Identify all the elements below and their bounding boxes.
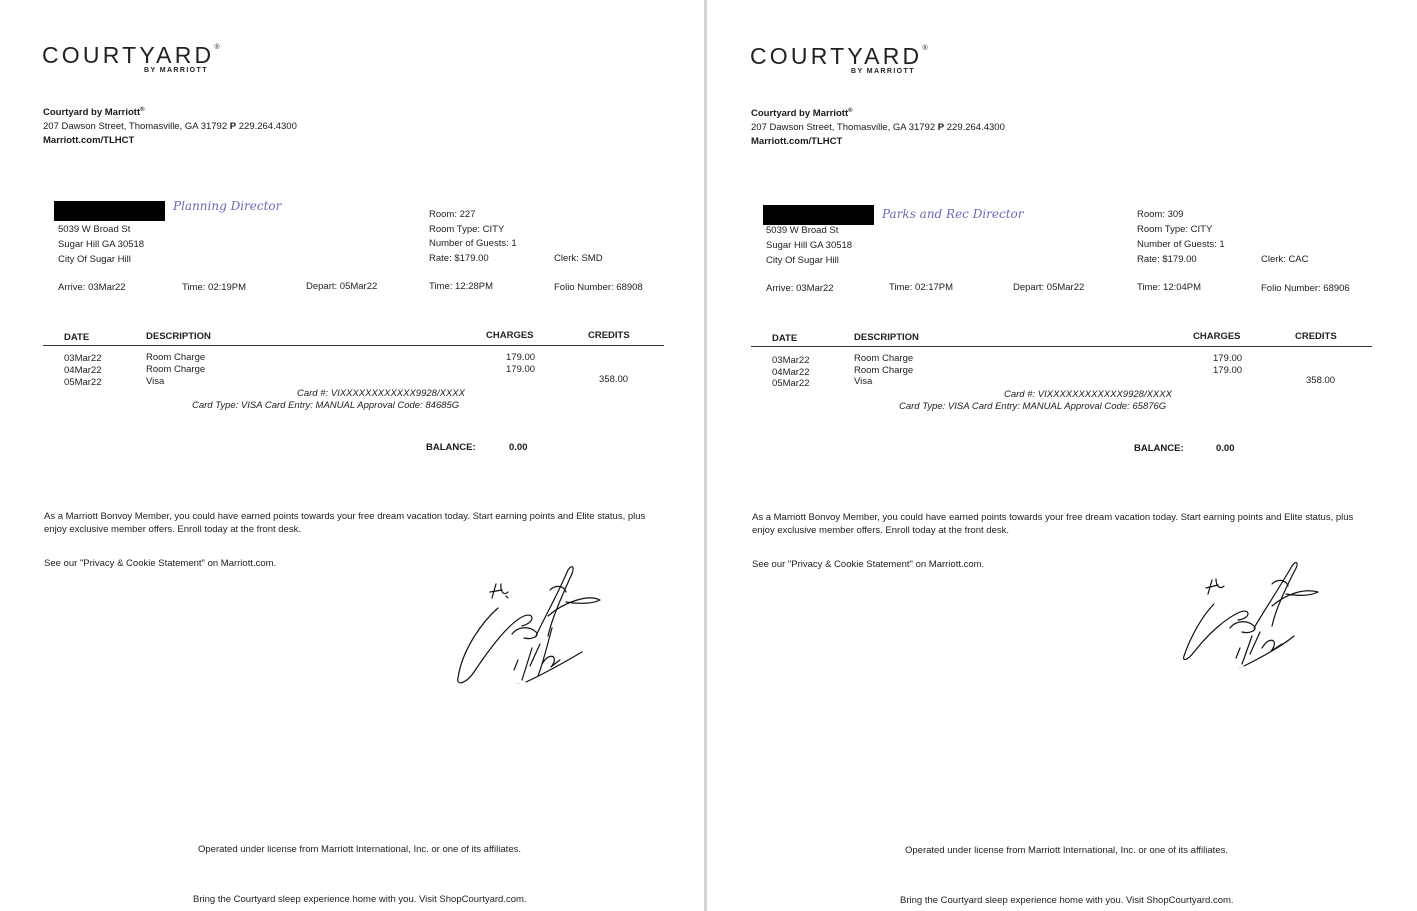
room-rate: Rate: $179.00 <box>1137 254 1197 265</box>
row-date: 04Mar22 <box>64 365 102 376</box>
arrive-date: Arrive: 03Mar22 <box>766 283 834 294</box>
shop-footer: Bring the Courtyard sleep experience home with you. Visit ShopCourtyard.com. <box>193 894 527 905</box>
bonvoy-promo: As a Marriott Bonvoy Member, you could have earned points towards your free dream vacation today. Start earning points and Elite status, plus enjoy exclusive member offers. Enroll today at the front desk. <box>752 512 1354 536</box>
header-date: DATE <box>64 332 90 343</box>
arrive-time: Time: 02:17PM <box>889 282 954 293</box>
guest-address2: Sugar Hill GA 30518 <box>58 239 145 250</box>
row-date: 03Mar22 <box>772 355 810 366</box>
row-date: 04Mar22 <box>772 367 810 378</box>
row-date: 05Mar22 <box>772 378 810 389</box>
room-rate: Rate: $179.00 <box>429 253 489 264</box>
hotel-website: Marriott.com/TLHCT <box>751 136 843 147</box>
license-footer: Operated under license from Marriott International, Inc. or one of its affiliates. <box>905 845 1228 856</box>
header-credits: CREDITS <box>588 330 630 341</box>
room-number: Room: 227 <box>429 209 476 220</box>
guest-count: Number of Guests: 1 <box>1137 239 1225 250</box>
guest-company: City Of Sugar Hill <box>766 255 839 266</box>
row-date: 05Mar22 <box>64 377 102 388</box>
row-charges: 179.00 <box>506 352 536 363</box>
depart-date: Depart: 05Mar22 <box>1013 282 1085 293</box>
row-description: Visa <box>854 376 873 387</box>
hotel-address: 207 Dawson Street, Thomasville, GA 31792 P 229.264.4300 <box>751 122 1005 133</box>
handwritten-signature <box>1178 558 1328 672</box>
svg-text:3/11/22: 3/11/22 <box>1238 668 1242 669</box>
balance-value: 0.00 <box>1216 443 1235 454</box>
privacy-statement: See our "Privacy & Cookie Statement" on Marriott.com. <box>752 559 985 570</box>
depart-date: Depart: 05Mar22 <box>306 281 378 292</box>
privacy-statement: See our "Privacy & Cookie Statement" on Marriott.com. <box>44 558 277 569</box>
receipt-page-left <box>0 0 700 911</box>
guest-address2: Sugar Hill GA 30518 <box>766 240 853 251</box>
row-charges: 179.00 <box>1213 353 1243 364</box>
row-description: Visa <box>146 376 165 387</box>
header-date: DATE <box>772 333 798 344</box>
row-description: Room Charge <box>146 352 206 363</box>
row-credits: 358.00 <box>599 374 629 385</box>
hotel-name: Courtyard by Marriott® <box>751 108 853 120</box>
hotel-address: 207 Dawson Street, Thomasville, GA 31792 P 229.264.4300 <box>43 121 297 132</box>
redacted-name <box>763 205 874 225</box>
bonvoy-promo: As a Marriott Bonvoy Member, you could have earned points towards your free dream vacation today. Start earning points and Elite status, plus enjoy exclusive member offers. Enroll today at the front desk. <box>44 511 646 535</box>
depart-time: Time: 12:28PM <box>429 281 494 292</box>
page-divider <box>704 0 707 911</box>
logo-subtitle: BY MARRIOTT <box>851 68 915 75</box>
row-date: 03Mar22 <box>64 353 102 364</box>
handwritten-signature <box>452 562 612 690</box>
courtyard-logo: COURTYARD® <box>42 42 220 68</box>
row-description: Room Charge <box>146 364 206 375</box>
folio-number: Folio Number: 68906 <box>1261 283 1350 294</box>
row-description: Room Charge <box>854 353 914 364</box>
clerk: Clerk: SMD <box>554 253 603 264</box>
receipt-page-right <box>708 0 1408 911</box>
room-type: Room Type: CITY <box>1137 224 1213 235</box>
card-type: Card Type: VISA Card Entry: MANUAL Approval Code: 65876G <box>899 401 1167 412</box>
card-number: Card #: VIXXXXXXXXXXXX9928/XXXX <box>1004 389 1172 400</box>
depart-time: Time: 12:04PM <box>1137 282 1202 293</box>
hotel-name: Courtyard by Marriott® <box>43 107 145 119</box>
room-type: Room Type: CITY <box>429 224 505 235</box>
clerk: Clerk: CAC <box>1261 254 1309 265</box>
svg-text:3/11/22: 3/11/22 <box>516 684 520 685</box>
guest-company: City Of Sugar Hill <box>58 254 131 265</box>
row-description: Room Charge <box>854 365 914 376</box>
table-rule <box>751 346 1372 347</box>
hotel-website: Marriott.com/TLHCT <box>43 135 135 146</box>
table-rule <box>43 345 664 346</box>
header-description: DESCRIPTION <box>146 331 211 342</box>
arrive-time: Time: 02:19PM <box>182 282 247 293</box>
guest-count: Number of Guests: 1 <box>429 238 517 249</box>
license-footer: Operated under license from Marriott International, Inc. or one of its affiliates. <box>198 844 521 855</box>
header-charges: CHARGES <box>486 330 534 341</box>
logo-subtitle: BY MARRIOTT <box>144 67 208 74</box>
header-description: DESCRIPTION <box>854 332 919 343</box>
header-credits: CREDITS <box>1295 331 1337 342</box>
handwritten-title: Parks and Rec Director <box>882 207 1024 221</box>
shop-footer: Bring the Courtyard sleep experience home with you. Visit ShopCourtyard.com. <box>900 895 1234 906</box>
arrive-date: Arrive: 03Mar22 <box>58 282 126 293</box>
balance-label: BALANCE: <box>426 442 476 453</box>
folio-number: Folio Number: 68908 <box>554 282 643 293</box>
room-number: Room: 309 <box>1137 209 1184 220</box>
row-charges: 179.00 <box>1213 365 1243 376</box>
header-charges: CHARGES <box>1193 331 1241 342</box>
balance-value: 0.00 <box>509 442 528 453</box>
row-charges: 179.00 <box>506 364 536 375</box>
balance-label: BALANCE: <box>1134 443 1184 454</box>
guest-address1: 5039 W Broad St <box>766 225 839 236</box>
card-type: Card Type: VISA Card Entry: MANUAL Approval Code: 84685G <box>192 400 460 411</box>
card-number: Card #: VIXXXXXXXXXXXX9928/XXXX <box>297 388 465 399</box>
courtyard-logo: COURTYARD® <box>750 43 928 69</box>
redacted-name <box>54 201 165 221</box>
guest-address1: 5039 W Broad St <box>58 224 131 235</box>
handwritten-title: Planning Director <box>173 199 282 213</box>
row-credits: 358.00 <box>1306 375 1336 386</box>
